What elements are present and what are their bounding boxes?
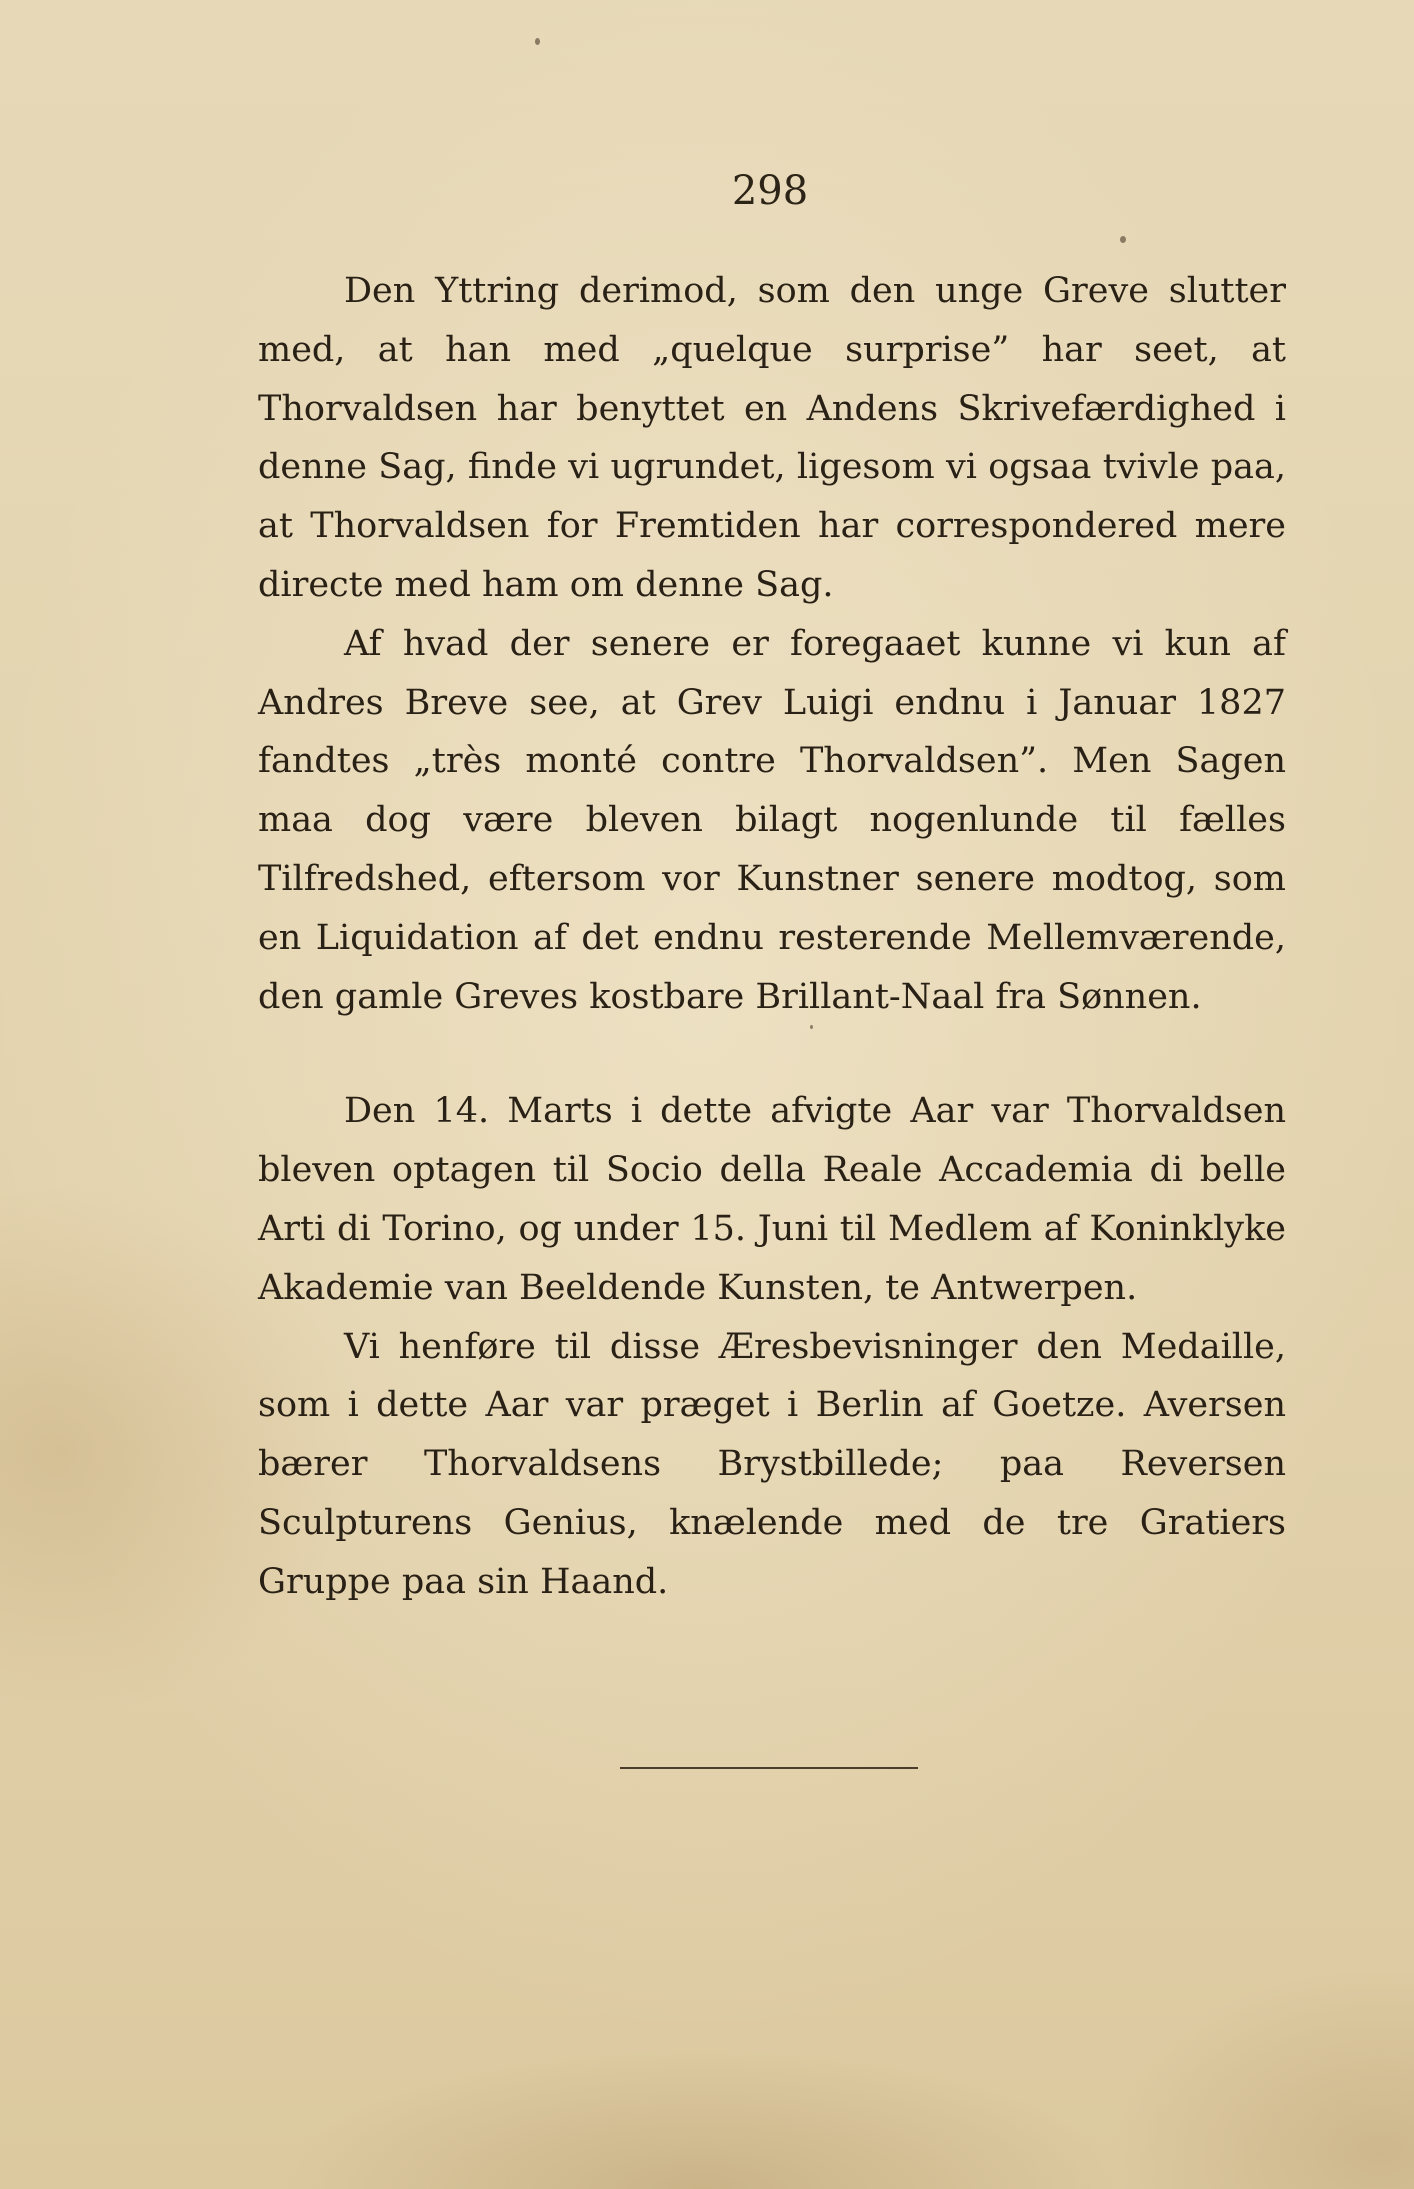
page-number: 298	[731, 168, 809, 214]
paragraph: Den 14. Marts i dette afvigte Aar var Thorvaldsen bleven optagen til Socio della Reale Accademia di belle Arti di Torino, og under 15. Juni til Medlem af Koninklyke Akademie van Beeldende Kunsten, te Antwerpen.	[258, 1091, 1286, 1308]
paragraph: Den Yttring derimod, som den unge Greve slutter med, at han med „quelque surprise” har seet, at Thorvaldsen har benyttet en Andens Skrivefærdighed i denne Sag, finde vi ugrundet, ligesom vi ogsaa tvivle paa, at Thorvaldsen for Fremtiden har correspondered mere directe med ham om denne Sag.	[258, 271, 1286, 605]
ink-speck	[535, 38, 540, 45]
ink-speck	[1120, 236, 1126, 243]
body-text	[258, 262, 1286, 1612]
section-divider	[620, 1767, 918, 1769]
paragraph: Vi henføre til disse Æresbevisninger den Medaille, som i dette Aar var præget i Berlin af Goetze. Aversen bærer Thorvaldsens Brystbillede; paa Reversen Sculpturens Genius, knælende med de tre Gratiers Gruppe paa sin Haand.	[258, 1326, 1286, 1602]
paragraph: Af hvad der senere er foregaaet kunne vi kun af Andres Breve see, at Grev Luigi endnu i Januar 1827 fandtes „très monté contre Thorvaldsen”. Men Sagen maa dog være bleven bilagt nogenlunde til fælles Tilfredshed, eftersom vor Kunstner senere modtog, som en Liquidation af det endnu resterende Mellemværende, den gamle Greves kostbare Brillant-Naal fra Sønnen.	[258, 623, 1286, 1017]
